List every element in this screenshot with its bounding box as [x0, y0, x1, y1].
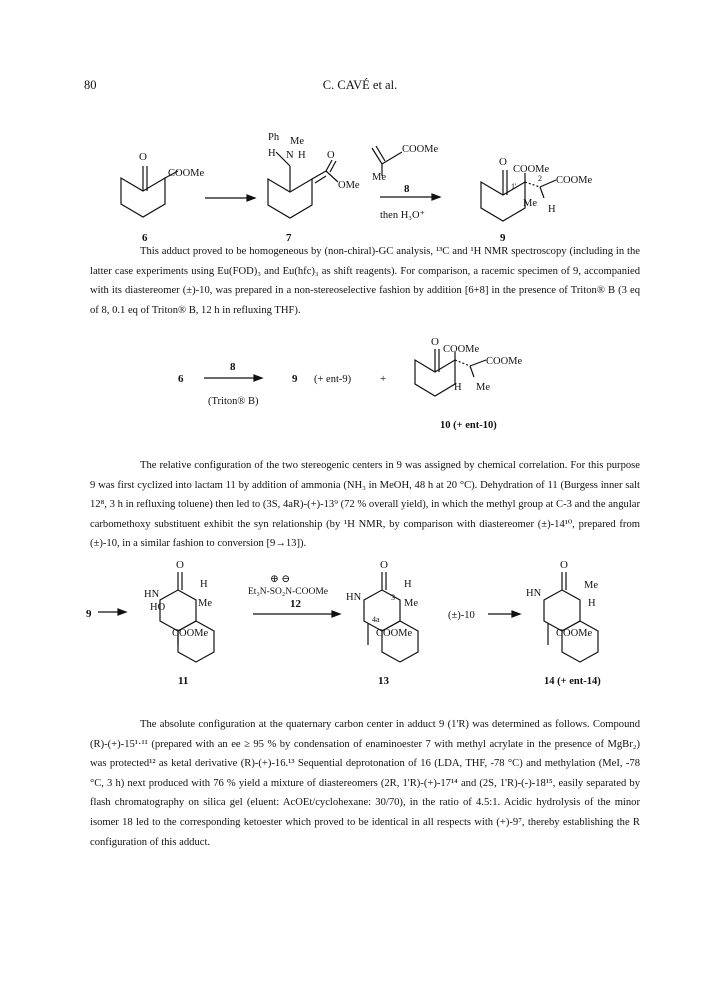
- compound-9-label: 9: [500, 232, 506, 244]
- ester-6: COOMe: [168, 168, 205, 179]
- reagent-12: 12: [290, 598, 301, 610]
- position-1prime: 1': [511, 182, 517, 191]
- phenyl-label: Ph: [268, 132, 280, 143]
- ent-9: (+ ent-9): [314, 374, 352, 385]
- compound-11-label: 11: [178, 675, 189, 687]
- ester-9a: COOMe: [513, 164, 550, 175]
- amide-nh-13: HN: [346, 592, 362, 603]
- plus-sign: +: [380, 373, 387, 385]
- amide-nh-11: HN: [144, 589, 160, 600]
- reagent-8b: 8: [230, 361, 236, 373]
- page-number: 80: [84, 78, 97, 92]
- ester-10b: COOMe: [486, 356, 523, 367]
- start-9: 9: [86, 608, 92, 620]
- ester-10a: COOMe: [443, 344, 480, 355]
- compound-6-label: 6: [142, 232, 148, 244]
- acrylate-ester: COOMe: [402, 144, 439, 155]
- nitrogen-7: N: [286, 150, 294, 161]
- reagent-8: 8: [404, 183, 410, 195]
- methyl-14: Me: [584, 580, 598, 591]
- ester-13: COOMe: [376, 628, 413, 639]
- carbonyl-o-14: O: [560, 559, 568, 571]
- charges: ⊕ ⊖: [270, 574, 291, 585]
- ester-14: COOMe: [556, 628, 593, 639]
- ester-9b: COOMe: [556, 175, 593, 186]
- position-3: 3: [391, 593, 395, 602]
- ketone-o-6: O: [139, 151, 147, 163]
- carbonyl-o-13: O: [380, 559, 388, 571]
- burgess-reagent: Et₃N-SO₂N-COOMe: [248, 587, 328, 597]
- h-13: H: [404, 579, 412, 590]
- ester-11: COOMe: [172, 628, 209, 639]
- position-2: 2: [538, 174, 542, 183]
- amide-nh-14: HN: [526, 588, 542, 599]
- acrylate-methyl: Me: [372, 172, 386, 183]
- h-10: H: [454, 382, 462, 393]
- nh-7: H: [298, 150, 306, 161]
- paragraph-1: This adduct proved to be homogeneous by (non-chiral)-GC analysis, ¹³C and ¹H NMR spectroscopy (including in the latter case experiments using Eu(FOD)₃ and Eu(hfc)₃ as shift reagents). For comparison, a racemic specimen of 9, accompanied with its diastereomer (±)-10, was prepared in a non-stereoselective fashion by addition [6+8] in the presence of Triton® B (3 eq of 8, 0.1 eq of Triton® B, 12 h in refluxing THF).: [90, 246, 640, 316]
- start-6: 6: [178, 373, 184, 385]
- h-7: H: [268, 148, 276, 159]
- methyl-10: Me: [476, 382, 490, 393]
- methyl-11: Me: [198, 598, 212, 609]
- compound-14-label: 14 (+ ent-14): [544, 676, 601, 687]
- compound-7-label: 7: [286, 232, 292, 244]
- h-9: H: [548, 204, 556, 215]
- h-14: H: [588, 598, 596, 609]
- position-4a: 4a: [372, 615, 380, 624]
- from-10: (±)-10: [448, 610, 475, 621]
- carbonyl-o-7: O: [327, 150, 335, 161]
- paragraph-2: The relative configuration of the two stereogenic centers in 9 was assigned by chemical correlation. For this purpose 9 was first cyclized into lactam 11 by addition of ammonia (NH₃ in MeOH, 48 h at 20 °C). Dehydration of 11 (Burgess inner salt 12⁸, 3 h in refluxing toluene) then led to (3S, 4aR)-(+)-13⁹ (72 % overall yield), in which the methyl group at C-3 and the angular carbomethoxy substituent exhibit the syn relationship (by ¹H NMR, by comparison with diastereomer (±)-14¹⁰, prepared from (±)-10, in a similar fashion to conversion [9→13]).: [90, 460, 640, 550]
- h-11: H: [200, 579, 208, 590]
- product-9: 9: [292, 373, 298, 385]
- ketone-o-10: O: [431, 336, 439, 348]
- methyl-7: Me: [290, 136, 304, 147]
- ketone-o-9: O: [499, 156, 507, 168]
- methoxy-7: OMe: [338, 180, 360, 191]
- acid-workup: then H₃O⁺: [380, 210, 426, 221]
- compound-13-label: 13: [378, 675, 389, 687]
- carbonyl-o-11: O: [176, 559, 184, 571]
- hydroxy-11: HO: [150, 602, 166, 613]
- paragraph-3: The absolute configuration at the quaternary carbon center in adduct 9 (1'R) was determined as follows. Compound (R)-(+)-15¹·¹¹ (prepared with an ee ≥ 95 % by condensation of enaminoester 7 with methyl acrylate in the presence of MgBr₂) was protected¹² as ketal derivative (R)-(+)-16.¹³ Sequential deprotonation of 16 (LDA, THF, -78 °C) and methylation (MeI, -78 °C, 3 h) next produced with 76 % yield a mixture of diastereomers (2R, 1'R)-(+)-17¹⁴ and (2S, 1'R)-(-)-18¹⁵, easily separated by flash chromatography on silica gel (eluent: AcOEt/cyclohexane: 30/70), in the ratio of 4.5:1. Acidic hydrolysis of the minor isomer 18 led to the corresponding ketoester which proved to be identical in all respects with (+)-9⁷, thereby establishing the R configuration of this adduct.: [90, 719, 640, 848]
- compound-10-label: 10 (+ ent-10): [440, 420, 497, 431]
- methyl-13: Me: [404, 598, 418, 609]
- methyl-9: Me: [523, 198, 537, 209]
- catalyst: (Triton® B): [208, 396, 259, 407]
- running-head: C. CAVÉ et al.: [322, 78, 398, 92]
